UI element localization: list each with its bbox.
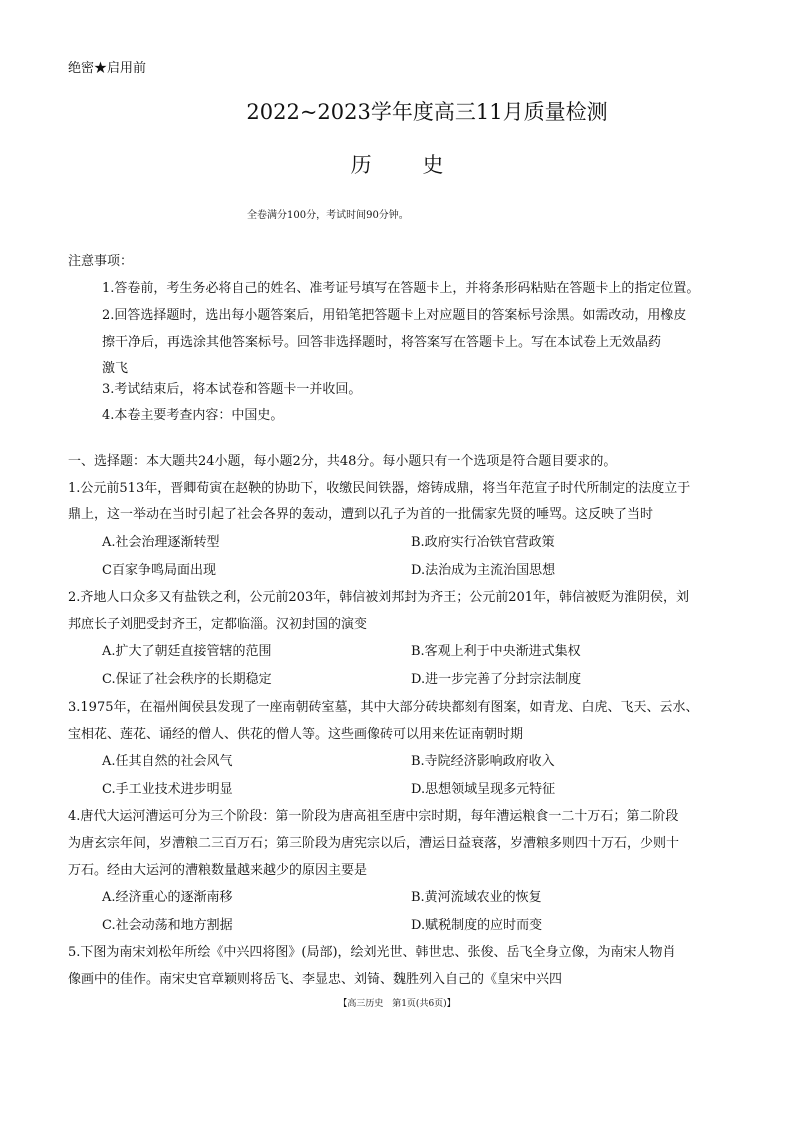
- q2-option-a: A.扩大了朝廷直接管辖的范围: [102, 644, 272, 659]
- q1-stem-line1: 1.公元前513年，晋卿荀寅在赵鞅的协助下，收缴民间铁器，熔铸成鼎，将当年范宣子时代所制定的法度立于: [68, 481, 691, 496]
- q4-stem-line2: 为唐玄宗年间，岁漕粮二三百万石；第三阶段为唐宪宗以后，漕运日益衰落，岁漕粮多则四十万石，少则十: [68, 836, 680, 851]
- q2-option-b: B.客观上利于中央渐进式集权: [411, 644, 581, 659]
- q4-option-c: C.社会动荡和地方割据: [102, 918, 233, 933]
- q4-stem-line3: 万石。经由大运河的漕粮数量越来越少的原因主要是: [68, 863, 368, 878]
- page-footer: [0, 996, 794, 1009]
- notice-item-4: 4.本卷主要考查内容：中国史。: [102, 408, 284, 423]
- q1-option-a: A.社会治理逐渐转型: [102, 535, 220, 550]
- q2-stem-line1: 2.齐地人口众多又有盐铁之利，公元前203年，韩信被刘邦封为齐王；公元前201年，韩信被贬为淮阴侯，刘: [68, 590, 690, 605]
- q5-stem-line1: 5.下图为南宋刘松年所绘《中兴四将图》(局部)，绘刘光世、韩世忠、张俊、岳飞全身立像，为南宋人物肖: [68, 945, 676, 960]
- q4-stem-line1: 4.唐代大运河漕运可分为三个阶段：第一阶段为唐高祖至唐中宗时期，每年漕运粮食一二十万石；第二阶段: [68, 809, 679, 824]
- q1-stem-line2: 鼎上，这一举动在当时引起了社会各界的轰动，遭到以孔子为首的一批儒家先贤的唾骂。这反映了当时: [68, 507, 654, 522]
- notice-item-1: 1.答卷前，考生务必将自己的姓名、准考证号填写在答题卡上，并将条形码粘贴在答题卡上的指定位置。: [102, 281, 700, 296]
- footer-subject: 【高三历史: [338, 999, 384, 1009]
- q1-option-c: C百家争鸣局面出现: [102, 563, 216, 578]
- notice-item-3: 3.考试结束后，将本试卷和答题卡一并收回。: [102, 382, 362, 397]
- q4-option-d: D.赋税制度的应时而变: [411, 918, 543, 933]
- q2-option-c: C.保证了社会秩序的长期稳定: [102, 672, 272, 687]
- q4-option-a: A.经济重心的逐渐南移: [102, 890, 233, 905]
- subject-title: 历 史: [350, 153, 466, 177]
- q3-stem-line1: 3.1975年，在福州闽侯县发现了一座南朝砖室墓，其中大部分砖块都刻有图案，如青龙、白虎、飞天、云水、: [68, 700, 699, 715]
- footer-page-number: 第1页(共6页)】: [392, 999, 456, 1009]
- notice-heading: 注意事项：: [68, 254, 134, 269]
- q2-option-d: D.进一步完善了分封宗法制度: [411, 672, 582, 687]
- exam-title: 2022~2023学年度高三11月质量检测: [246, 100, 608, 124]
- q1-option-d: D.法治成为主流治国思想: [411, 563, 556, 578]
- q1-option-b: B.政府实行冶铁官营政策: [411, 535, 555, 550]
- q3-option-d: D.思想领域呈现多元特征: [411, 782, 556, 797]
- q2-stem-line2: 邦庶长子刘肥受封齐王，定都临淄。汉初封国的演变: [68, 617, 368, 632]
- q3-option-c: C.手工业技术进步明显: [102, 782, 233, 797]
- q5-stem-line2: 像画中的佳作。南宋史官章颖则将岳飞、李显忠、刘锜、魏胜列入自己的《皇宋中兴四: [68, 972, 563, 987]
- notice-item-2-line2: 擦干净后，再选涂其他答案标号。回答非选择题时，将答案写在答题卡上。写在本试卷上无效晶药: [102, 335, 662, 350]
- q3-stem-line2: 宝相花、莲花、诵经的僧人、供花的僧人等。这些画像砖可以用来佐证南朝时期: [68, 727, 524, 742]
- exam-info: 全卷满分100分，考试时间90分钟。: [247, 210, 409, 221]
- section-heading: 一、选择题：本大题共24小题，每小题2分，共48分。每小题只有一个选项是符合题目要求的。: [68, 454, 617, 469]
- q4-option-b: B.黄河流域农业的恢复: [411, 890, 542, 905]
- notice-item-2-line1: 2.回答选择题时，选出每小题答案后，用铅笔把答题卡上对应题目的答案标号涂黑。如需改动，用橡皮: [102, 308, 687, 323]
- q3-option-b: B.寺院经济影响政府收入: [411, 754, 555, 769]
- notice-item-2-line3: 激飞: [102, 361, 129, 376]
- confidential-mark: 绝密★启用前: [68, 61, 147, 76]
- q3-option-a: A.任其自然的社会风气: [102, 754, 233, 769]
